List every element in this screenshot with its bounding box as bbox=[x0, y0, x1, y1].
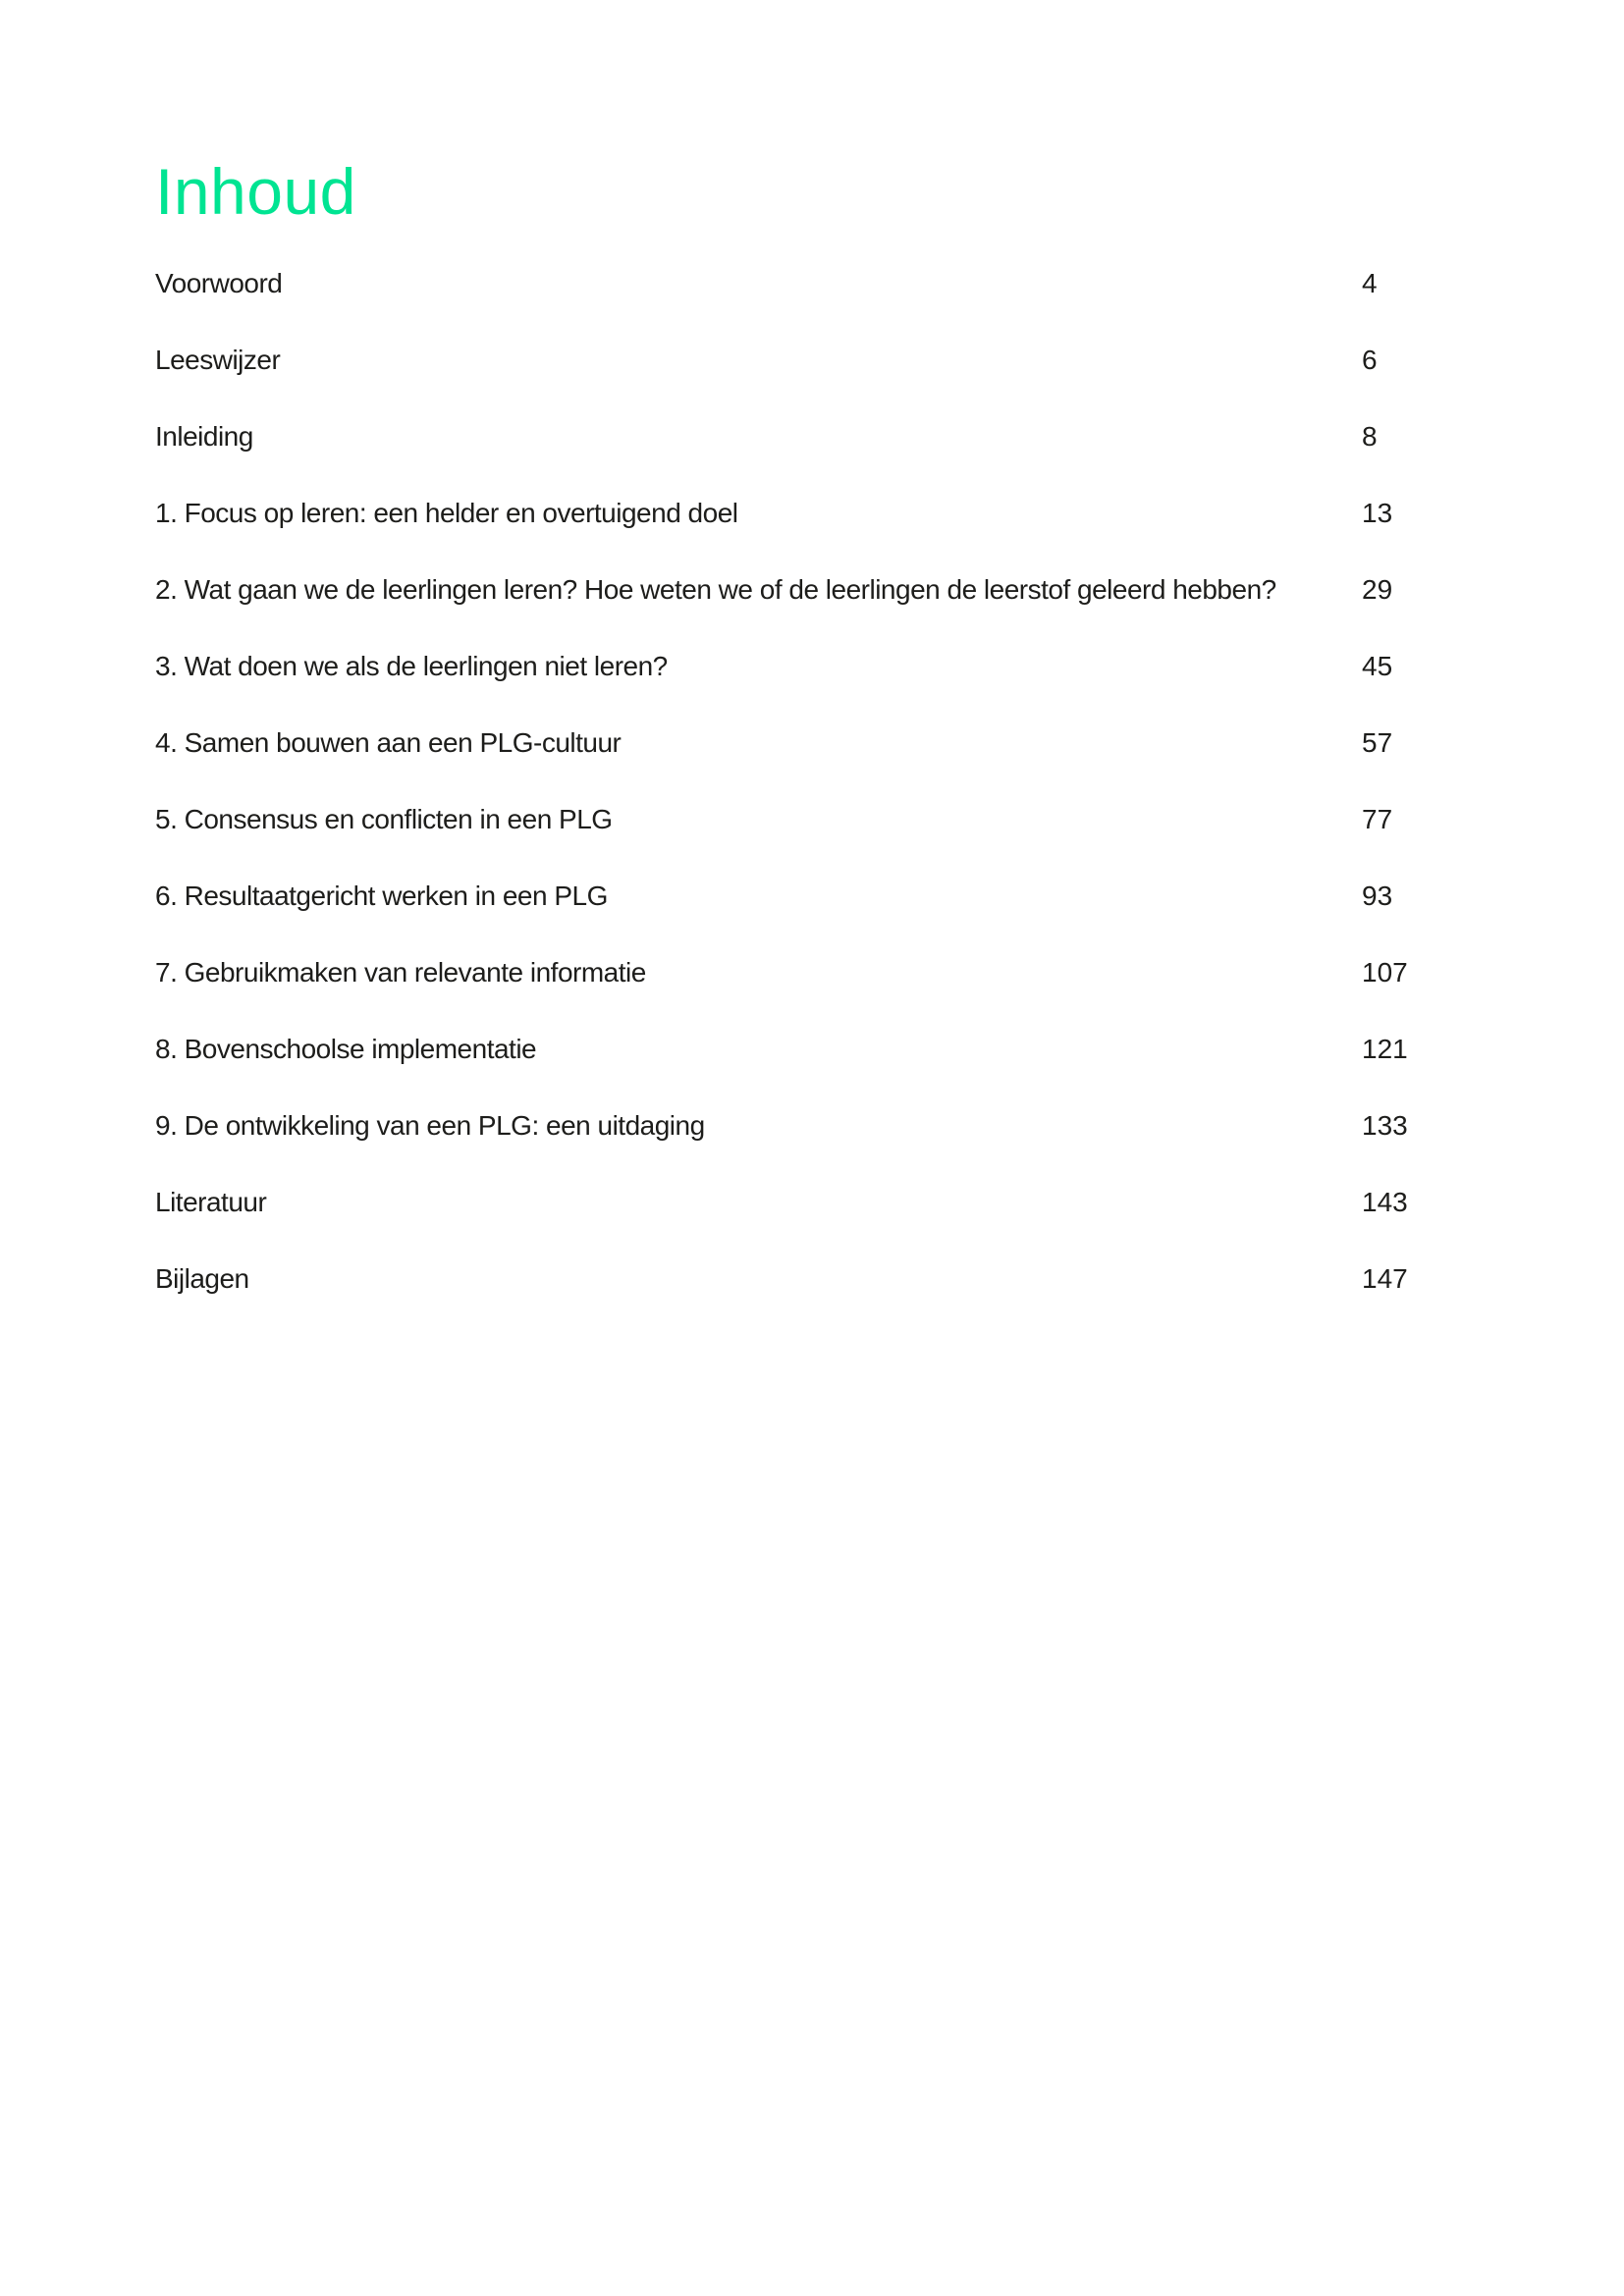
toc-entry-page-number: 4 bbox=[1362, 268, 1378, 298]
toc-entry-label: 7. Gebruikmaken van relevante informatie bbox=[155, 957, 646, 988]
toc-entry-page-number: 107 bbox=[1362, 957, 1408, 988]
toc-entry bbox=[155, 245, 1427, 322]
toc-entry-page-number: 121 bbox=[1362, 1034, 1408, 1064]
toc-entry-page-number: 8 bbox=[1362, 421, 1378, 452]
toc-entry bbox=[155, 1011, 1427, 1088]
toc-entry-label: 1. Focus op leren: een helder en overtuigend doel bbox=[155, 498, 738, 528]
toc-list bbox=[155, 245, 1427, 1317]
toc-entry-page-number: 6 bbox=[1362, 345, 1378, 375]
toc-entry bbox=[155, 399, 1427, 475]
toc-entry bbox=[155, 781, 1427, 858]
toc-entry bbox=[155, 934, 1427, 1011]
page-title: Inhoud bbox=[155, 155, 356, 228]
toc-entry-label: Leeswijzer bbox=[155, 345, 281, 375]
toc-entry bbox=[155, 1164, 1427, 1241]
toc-entry-label: Voorwoord bbox=[155, 268, 283, 298]
toc-entry bbox=[155, 705, 1427, 781]
toc-entry-page-number: 147 bbox=[1362, 1263, 1408, 1294]
toc-entry bbox=[155, 628, 1427, 705]
toc-entry bbox=[155, 1241, 1427, 1317]
toc-entry-label: 5. Consensus en conflicten in een PLG bbox=[155, 804, 613, 834]
toc-entry-page-number: 77 bbox=[1362, 804, 1393, 834]
toc-entry bbox=[155, 552, 1427, 628]
toc-entry-label: 8. Bovenschoolse implementatie bbox=[155, 1034, 537, 1064]
toc-entry-label: 3. Wat doen we als de leerlingen niet leren? bbox=[155, 651, 668, 681]
toc-entry-page-number: 93 bbox=[1362, 881, 1393, 911]
toc-entry-label: 9. De ontwikkeling van een PLG: een uitdaging bbox=[155, 1110, 705, 1141]
toc-entry-page-number: 29 bbox=[1362, 574, 1393, 605]
toc-entry bbox=[155, 475, 1427, 552]
toc-entry-page-number: 13 bbox=[1362, 498, 1393, 528]
toc-entry bbox=[155, 858, 1427, 934]
toc-entry-label: Inleiding bbox=[155, 421, 253, 452]
toc-entry-page-number: 45 bbox=[1362, 651, 1393, 681]
toc-entry-page-number: 143 bbox=[1362, 1187, 1408, 1217]
toc-entry bbox=[155, 1088, 1427, 1164]
toc-entry-page-number: 133 bbox=[1362, 1110, 1408, 1141]
toc-entry-label: 6. Resultaatgericht werken in een PLG bbox=[155, 881, 608, 911]
toc-entry bbox=[155, 322, 1427, 399]
toc-entry-label: Literatuur bbox=[155, 1187, 267, 1217]
toc-entry-label: 2. Wat gaan we de leerlingen leren? Hoe weten we of de leerlingen de leerstof geleerd hebben? bbox=[155, 574, 1276, 605]
toc-entry-page-number: 57 bbox=[1362, 727, 1393, 758]
toc-entry-label: 4. Samen bouwen aan een PLG-cultuur bbox=[155, 727, 622, 758]
toc-entry-label: Bijlagen bbox=[155, 1263, 249, 1294]
